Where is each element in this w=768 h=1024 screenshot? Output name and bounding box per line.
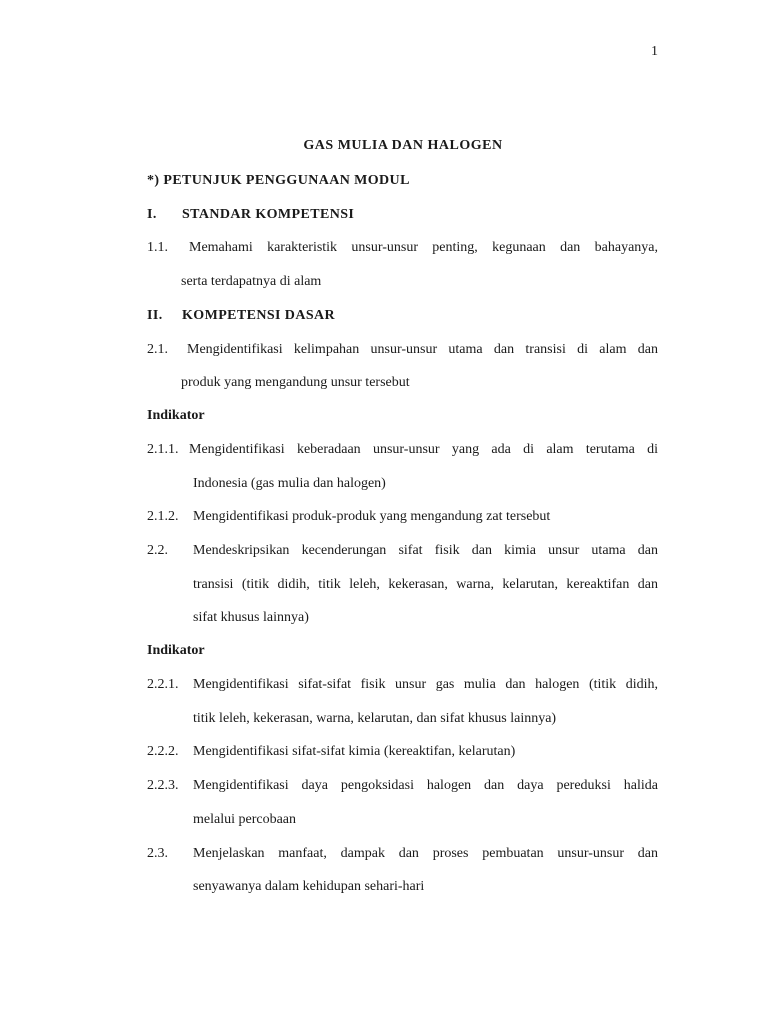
- item-2-1-number: 2.1.: [147, 342, 168, 357]
- item-2-2-3-line2: melalui percobaan: [193, 812, 297, 827]
- item-2-1-2-number: 2.1.2.: [147, 509, 179, 524]
- item-2-1-line2: produk yang mengandung unsur tersebut: [181, 375, 410, 390]
- page-number: 1: [651, 44, 658, 59]
- item-2-3-line1: Menjelaskan manfaat, dampak dan proses pembuatan unsur-unsur dan: [193, 846, 658, 861]
- petunjuk-heading: *) PETUNJUK PENGGUNAAN MODUL: [147, 173, 410, 188]
- item-2-2-line3: sifat khusus lainnya): [193, 610, 309, 625]
- item-2-3-number: 2.3.: [147, 846, 168, 861]
- item-2-1-line1: Mengidentifikasi kelimpahan unsur-unsur utama dan transisi di alam dan: [187, 342, 658, 357]
- item-2-2-2-number: 2.2.2.: [147, 744, 179, 759]
- section1-number: I.: [147, 207, 157, 222]
- item-1-1-line1: Memahami karakteristik unsur-unsur penting, kegunaan dan bahayanya,: [189, 240, 658, 255]
- item-2-2-number: 2.2.: [147, 543, 168, 558]
- item-1-1-number: 1.1.: [147, 240, 168, 255]
- section1-heading: STANDAR KOMPETENSI: [182, 207, 355, 222]
- item-2-2-3-number: 2.2.3.: [147, 778, 179, 793]
- item-2-1-1-number: 2.1.1.: [147, 442, 179, 457]
- item-2-2-1-number: 2.2.1.: [147, 677, 179, 692]
- item-2-2-3-line1: Mengidentifikasi daya pengoksidasi halogen dan daya pereduksi halida: [193, 778, 658, 793]
- item-1-1-line2: serta terdapatnya di alam: [181, 274, 322, 289]
- indikator-label-2: Indikator: [147, 643, 205, 658]
- item-2-1-2-line1: Mengidentifikasi produk-produk yang mengandung zat tersebut: [193, 509, 551, 524]
- item-2-3-line2: senyawanya dalam kehidupan sehari-hari: [193, 879, 425, 894]
- item-2-2-1-line2: titik leleh, kekerasan, warna, kelarutan, dan sifat khusus lainnya): [193, 711, 557, 726]
- document-title: GAS MULIA DAN HALOGEN: [303, 138, 503, 153]
- item-2-1-1-line2: Indonesia (gas mulia dan halogen): [193, 476, 386, 491]
- indikator-label-1: Indikator: [147, 408, 205, 423]
- section2-heading: KOMPETENSI DASAR: [182, 308, 336, 323]
- item-2-1-1-line1: Mengidentifikasi keberadaan unsur-unsur yang ada di alam terutama di: [189, 442, 658, 457]
- item-2-2-1-line1: Mengidentifikasi sifat-sifat fisik unsur gas mulia dan halogen (titik didih,: [193, 677, 658, 692]
- section2-number: II.: [147, 308, 163, 323]
- item-2-2-line2: transisi (titik didih, titik leleh, kekerasan, warna, kelarutan, kereaktifan dan: [193, 577, 658, 592]
- item-2-2-line1: Mendeskripsikan kecenderungan sifat fisik dan kimia unsur utama dan: [193, 543, 658, 558]
- item-2-2-2-line1: Mengidentifikasi sifat-sifat kimia (kereaktifan, kelarutan): [193, 744, 516, 759]
